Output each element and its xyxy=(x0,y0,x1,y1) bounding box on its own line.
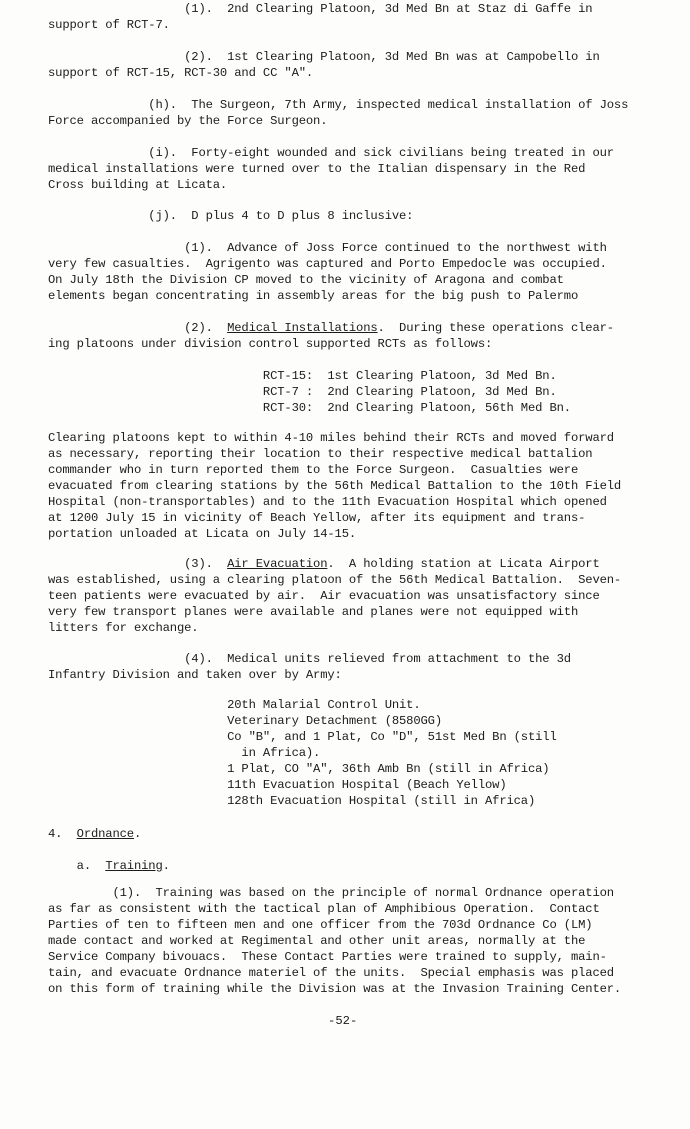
text-line: elements began concentrating in assembly areas for the big push to Palermo xyxy=(48,289,579,303)
text-line: teen patients were evacuated by air. Air evacuation was unsatisfactory since xyxy=(48,589,600,603)
text-line: (h). The Surgeon, 7th Army, inspected medical installation of Joss xyxy=(48,98,629,112)
text-line: 20th Malarial Control Unit. xyxy=(48,698,421,712)
text-line: medical installations were turned over to the Italian dispensary in the Red xyxy=(48,162,586,176)
text-line: made contact and worked at Regimental and other unit areas, normally at the xyxy=(48,934,586,948)
text-line: 1 Plat, CO "A", 36th Amb Bn (still in Africa) xyxy=(48,762,550,776)
text-line: portation unloaded at Licata on July 14-15. xyxy=(48,527,357,541)
underlined-heading: Air Evacuation xyxy=(227,557,328,571)
underlined-heading: Training xyxy=(105,859,163,873)
text-line: 4. Ordnance. xyxy=(48,827,142,841)
text-line: a. Training. xyxy=(48,859,170,873)
text-line: was established, using a clearing platoon of the 56th Medical Battalion. Seven- xyxy=(48,573,622,587)
text-line: (2). Medical Installations. During these operations clear- xyxy=(48,321,614,335)
text-line: commander who in turn reported them to the Force Surgeon. Casualties were xyxy=(48,463,579,477)
text-line: Parties of ten to fifteen men and one officer from the 703d Ordnance Co (LM) xyxy=(48,918,593,932)
text-line: litters for exchange. xyxy=(48,621,199,635)
text-line: RCT-30: 2nd Clearing Platoon, 56th Med Bn. xyxy=(48,401,571,415)
text-line: Service Company bivouacs. These Contact Parties were trained to supply, main- xyxy=(48,950,607,964)
text-line: at 1200 July 15 in vicinity of Beach Yellow, after its equipment and trans- xyxy=(48,511,586,525)
text-line: Force accompanied by the Force Surgeon. xyxy=(48,114,328,128)
underlined-heading: Medical Installations xyxy=(227,321,378,335)
text-line: Cross building at Licata. xyxy=(48,178,228,192)
underlined-heading: Ordnance xyxy=(76,827,134,841)
text-line: evacuated from clearing stations by the 56th Medical Battalion to the 10th Field xyxy=(48,479,622,493)
text-line: (1). Training was based on the principle of normal Ordnance operation xyxy=(48,886,614,900)
text-line: (1). 2nd Clearing Platoon, 3d Med Bn at Staz di Gaffe in xyxy=(48,2,593,16)
text-line: very few transport planes were available and planes were not equipped with xyxy=(48,605,579,619)
text-line: (2). 1st Clearing Platoon, 3d Med Bn was at Campobello in xyxy=(48,50,600,64)
text-line: 11th Evacuation Hospital (Beach Yellow) xyxy=(48,778,507,792)
text-line: RCT-7 : 2nd Clearing Platoon, 3d Med Bn. xyxy=(48,385,557,399)
text-line: as necessary, reporting their location to their respective medical battalion xyxy=(48,447,593,461)
text-line: RCT-15: 1st Clearing Platoon, 3d Med Bn. xyxy=(48,369,557,383)
text-line: Hospital (non-transportables) and to the 11th Evacuation Hospital which opened xyxy=(48,495,607,509)
text-line: Infantry Division and taken over by Army: xyxy=(48,668,342,682)
text-line: on this form of training while the Division was at the Invasion Training Center. xyxy=(48,982,622,996)
text-line: Veterinary Detachment (8580GG) xyxy=(48,714,443,728)
text-line: Co "B", and 1 Plat, Co "D", 51st Med Bn (still xyxy=(48,730,557,744)
text-line: support of RCT-7. xyxy=(48,18,170,32)
text-line: ing platoons under division control supported RCTs as follows: xyxy=(48,337,493,351)
text-line: (1). Advance of Joss Force continued to the northwest with xyxy=(48,241,607,255)
text-line: (i). Forty-eight wounded and sick civilians being treated in our xyxy=(48,146,614,160)
text-line: (4). Medical units relieved from attachment to the 3d xyxy=(48,652,571,666)
text-line: tain, and evacuate Ordnance materiel of the units. Special emphasis was placed xyxy=(48,966,614,980)
text-line: Clearing platoons kept to within 4-10 miles behind their RCTs and moved forward xyxy=(48,431,614,445)
text-line: (3). Air Evacuation. A holding station at Licata Airport xyxy=(48,557,600,571)
text-line: as far as consistent with the tactical plan of Amphibious Operation. Contact xyxy=(48,902,600,916)
text-line: On July 18th the Division CP moved to the vicinity of Aragona and combat xyxy=(48,273,564,287)
text-line: support of RCT-15, RCT-30 and CC "A". xyxy=(48,66,314,80)
text-line: 128th Evacuation Hospital (still in Africa) xyxy=(48,794,536,808)
text-line: (j). D plus 4 to D plus 8 inclusive: xyxy=(48,209,414,223)
text-line: very few casualties. Agrigento was captured and Porto Empedocle was occupied. xyxy=(48,257,607,271)
text-line: in Africa). xyxy=(48,746,321,760)
page-number: -52- xyxy=(328,1014,358,1028)
